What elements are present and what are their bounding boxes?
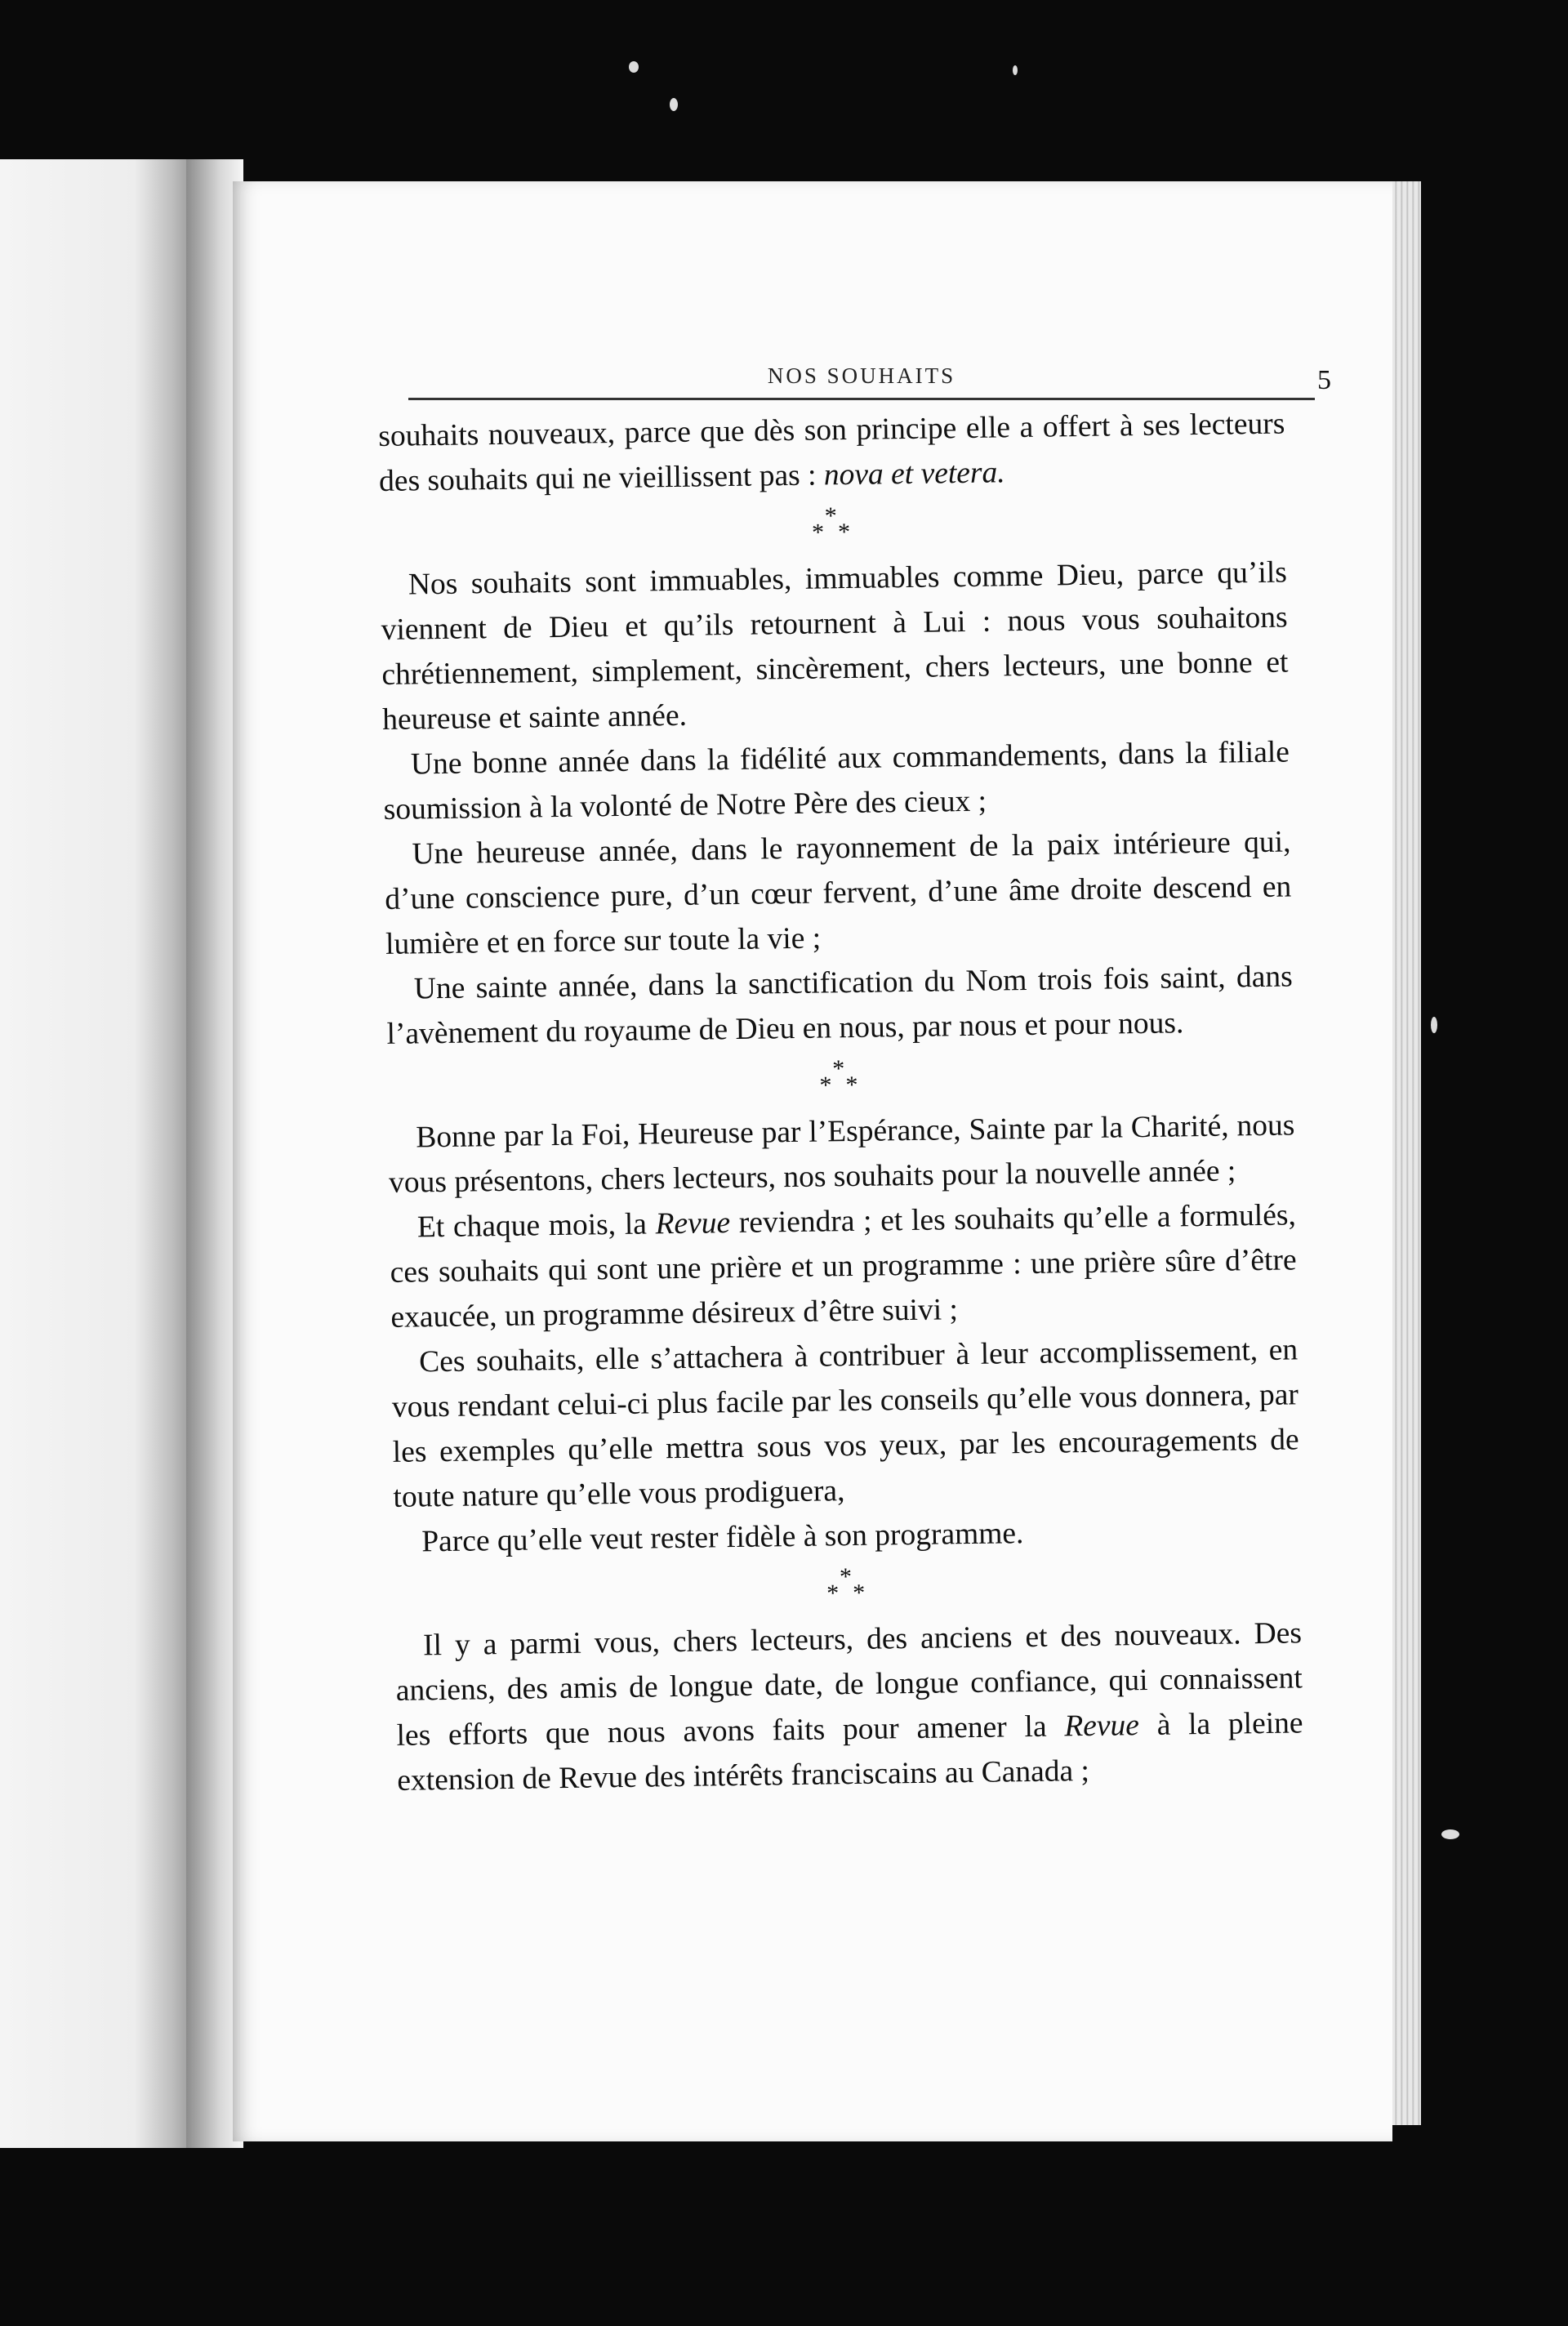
paragraph: Et chaque mois, la Revue reviendra ; et les souhaits qu’elle a formulés, ces souhaits qui sont une prière et un programme : une prière sûre d’être exaucée, un programme désireux d’être suivi ; (390, 1198, 1297, 1335)
paragraph: souhaits nouveaux, parce que dès son principe elle a offert à ses lecteurs des souhaits qui ne vieillissent pas : nova et vetera. (378, 407, 1285, 498)
paragraph: Parce qu’elle veut rester fidèle à son programme. (421, 1517, 1024, 1559)
paragraph: Il y a parmi vous, chers lecteurs, des anciens et des nouveaux. Des anciens, des amis de longue date, de longue confiance, qui connaissent les efforts que nous avons faits pour amener la Revue à la pleine extension de Revue des intérêts franciscains au Canada ; (395, 1616, 1303, 1798)
dust-speck (670, 98, 678, 111)
left-page (0, 159, 192, 2148)
dust-speck (1013, 65, 1018, 75)
running-title: NOS SOUHAITS (767, 363, 956, 388)
dust-speck (1431, 1017, 1437, 1033)
paragraph: Bonne par la Foi, Heureuse par l’Espérance, Sainte par la Charité, nous vous présentons, chers lecteurs, nos souhaits pour la nouvelle année ; (388, 1108, 1295, 1200)
dust-speck (1441, 1829, 1459, 1839)
asterism-ornament: * * * (811, 502, 851, 546)
asterism-ornament: * * * (819, 1055, 858, 1099)
body-text (378, 402, 1304, 1803)
paragraph: Nos souhaits sont immuables, immuables comme Dieu, parce qu’ils viennent de Dieu et qu’ils retournent à Lui : nous vous souhaitons chrétiennement, simplement, sincèrement, chers lecteurs, une bonne et heureuse et sainte année. (381, 555, 1289, 737)
paragraph: Une sainte année, dans la sanctification du Nom trois fois saint, dans l’avènement du royaume de Dieu en nous, par nous et pour nous. (386, 960, 1294, 1051)
paragraph: Une heureuse année, dans le rayonnement de la paix intérieure qui, d’une conscience pure, d’un cœur fervent, d’une âme droite descend en lumière et en force sur toute la vie ; (385, 825, 1292, 961)
page-number: 5 (1317, 365, 1331, 395)
dust-speck (629, 61, 639, 73)
paragraph: Ces souhaits, elle s’attachera à contribuer à leur accomplissement, en vous rendant celui-ci plus facile par les conseils qu’elle vous donnera, par les exemples qu’elle mettra sous vos yeux, par les encouragements de toute nature qu’elle vous prodiguera, (391, 1333, 1299, 1514)
running-head (408, 349, 1331, 400)
asterism-ornament: * * * (826, 1563, 866, 1607)
paragraph: Une bonne année dans la fidélité aux commandements, dans la filiale soumission à la volonté de Notre Père des cieux ; (383, 735, 1290, 827)
book-page (233, 181, 1392, 2141)
